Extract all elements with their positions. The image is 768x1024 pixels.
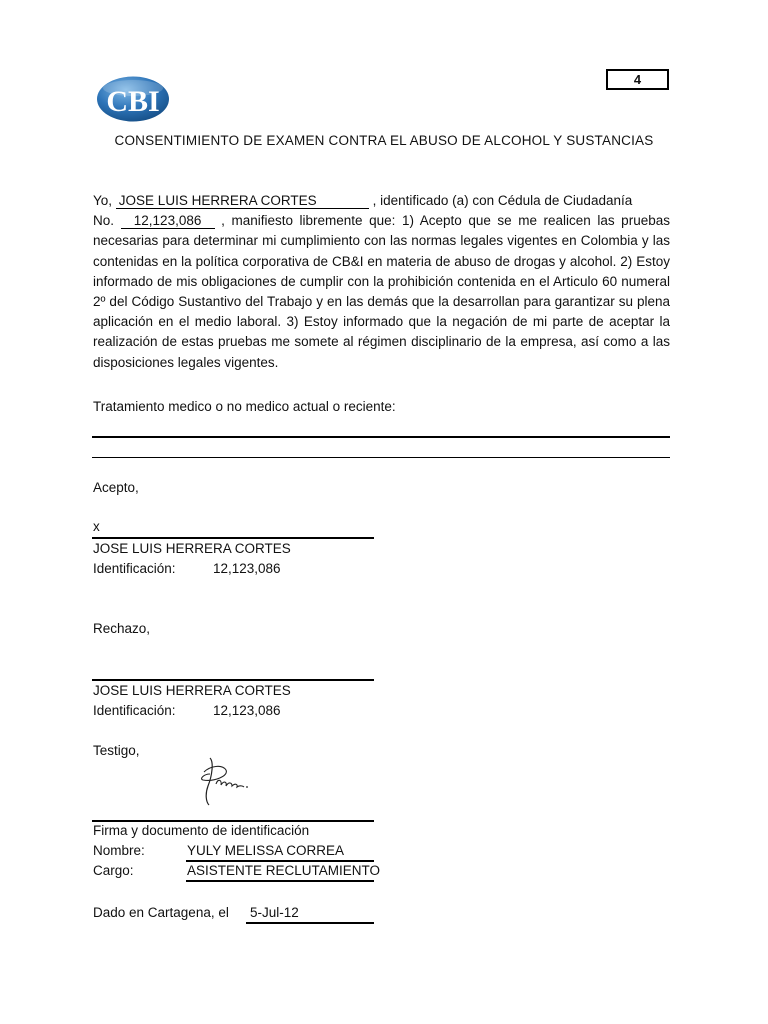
yo-label: Yo, (93, 193, 113, 208)
accept-id-label: Identificación: (93, 561, 176, 576)
treatment-line-2 (92, 457, 670, 458)
witness-name-value: YULY MELISSA CORREA (187, 843, 345, 858)
page-number: 4 (633, 72, 642, 87)
accept-id-value: 12,123,086 (213, 561, 281, 576)
witness-caption: Firma y documento de identificación (93, 823, 310, 838)
date-label: Dado en Cartagena, el (93, 905, 229, 920)
no-label: No. (93, 213, 115, 229)
accept-signature-line (92, 537, 374, 539)
witness-cargo-line (186, 880, 374, 882)
consent-name-field: JOSE LUIS HERRERA CORTES (116, 193, 369, 209)
logo-text: CBI (106, 85, 160, 118)
consent-body-text: , manifiesto libremente que: 1) Acepto que se me realicen las pruebas necesarias para determinar mi cumplimiento con las normas legales vigentes en Colombia y las contenidas en la política corporativa de CB&I en materia de abuso de drogas y alcohol. 2) Estoy informado de mis obligaciones de cumplir con la prohibición contenida en el Articulo 60 numeral 2º del Código Sustantivo del Trabajo y en las demás que la desarrollan para garantizar su plena aplicación en el medio laboral. 3) Estoy informado que la negación de mi parte de aceptar la realización de estas pruebas me somete al régimen disciplinario de la empresa, así como a las disposiciones legales vigentes. (93, 213, 670, 370)
date-value: 5-Jul-12 (250, 905, 299, 920)
witness-cargo-value: ASISTENTE RECLUTAMIENTO (187, 863, 381, 878)
accept-name: JOSE LUIS HERRERA CORTES (93, 541, 291, 556)
witness-signature (196, 752, 256, 808)
witness-name-label: Nombre: (93, 843, 145, 858)
consent-id-field: 12,123,086 (121, 213, 215, 229)
date-line (246, 922, 374, 924)
witness-label: Testigo, (93, 743, 140, 758)
reject-signature-line (92, 679, 374, 681)
reject-label: Rechazo, (93, 621, 151, 636)
treatment-label: Tratamiento medico o no medico actual o reciente: (93, 399, 396, 414)
reject-name: JOSE LUIS HERRERA CORTES (93, 683, 291, 698)
reject-id-label: Identificación: (93, 703, 176, 718)
document-title: CONSENTIMIENTO DE EXAMEN CONTRA EL ABUSO DE ALCOHOL Y SUSTANCIAS (114, 133, 654, 148)
accept-label: Acepto, (93, 480, 139, 495)
treatment-line-1 (92, 436, 670, 438)
witness-signature-line (92, 820, 374, 822)
witness-cargo-label: Cargo: (93, 863, 134, 878)
identified-text: , identificado (a) con Cédula de Ciudadanía (372, 193, 633, 208)
witness-name-line (186, 860, 374, 862)
page-number-box (606, 69, 669, 90)
consent-paragraph (93, 191, 670, 373)
cbi-logo (96, 76, 170, 122)
reject-id-value: 12,123,086 (213, 703, 281, 718)
accept-x-mark: x (93, 519, 100, 534)
